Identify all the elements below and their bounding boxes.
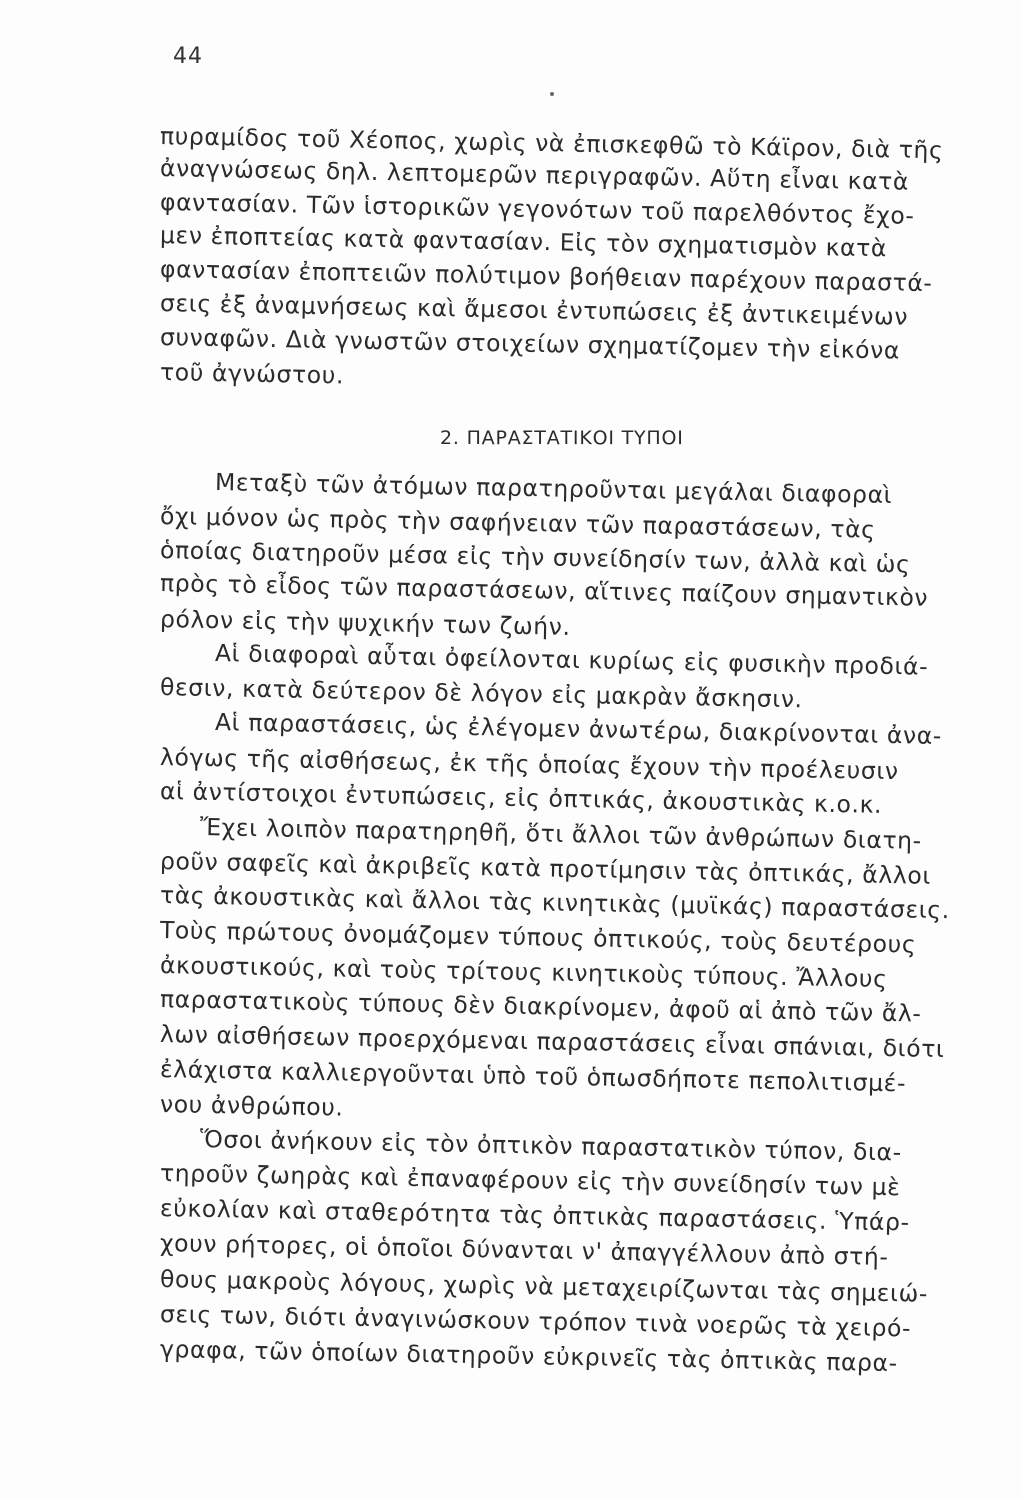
text-line: ρόλον εἰς τὴν ψυχικήν των ζωήν. [159,605,571,641]
text-line: λων αἰσθήσεων προερχόμεναι παραστάσεις εἶναι σπάνιαι, διότι [159,1020,945,1064]
text-line: φαντασίαν ἐποπτειῶν πολύτιμον βοήθειαν παρέχουν παραστά- [159,255,933,298]
text-line: Μεταξὺ τῶν ἀτόμων παρατηροῦνται μεγάλαι διαφοραὶ [214,468,893,510]
text-line: Ὅσοι ἀνήκουν εἰς τὸν ὀπτικὸν παραστατικὸν τύπον, δια- [199,1125,902,1167]
text-line: ροῦν σαφεῖς καὶ ἀκριβεῖς κατὰ προτίμησιν τὰς ὀπτικάς, ἄλλοι [159,847,932,890]
text-line: συναφῶν. Διὰ γνωστῶν στοιχείων σχηματίζομεν τὴν εἰκόνα [159,323,901,365]
text-line: Αἱ παραστάσεις, ὡς ἐλέγομεν ἀνωτέρω, διακρίνονται ἀνα- [214,708,943,750]
text-line: εὐκολίαν καὶ σταθερότητα τὰς ὀπτικὰς παραστάσεις. Ὑπάρ- [159,1194,910,1237]
text-line: σεις των, διότι ἀναγινώσκουν τρόπον τινὰ νοερῶς τὰ χειρό- [159,1300,912,1343]
text-line: τηροῦν ζωηρὰς καὶ ἐπαναφέρουν εἰς τὴν συνείδησίν των μὲ [159,1159,901,1202]
page-number: 44 [173,44,203,69]
text-line: ὄχι μόνον ὡς πρὸς τὴν σαφήνειαν τῶν παραστάσεων, τὰς [159,502,876,544]
text-line: νου ἀνθρώπου. [159,1090,344,1122]
text-line: θους μακροὺς λόγους, χωρὶς νὰ μεταχειρίζωνται τὰς σημειώ- [159,1265,929,1308]
section-heading: 2. ΠΑΡΑΣΤΑΤΙΚΟΙ ΤΥΠΟΙ [440,427,684,449]
text-line: θεσιν, κατὰ δεύτερον δὲ λόγον εἰς μακρὰν ἄσκησιν. [159,673,803,714]
text-line: σεις ἐξ ἀναμνήσεως καὶ ἄμεσοι ἐντυπώσεις ἐξ ἀντικειμένων [159,289,909,331]
text-line: Τοὺς πρώτους ὀνομάζομεν τύπους ὀπτικούς, τοὺς δευτέρους [159,916,917,959]
text-line: πυραμίδος τοῦ Χέοπος, χωρὶς νὰ ἐπισκεφθῶ τὸ Κάϊρον, διὰ τῆς [159,122,944,165]
ink-dot [550,92,554,96]
text-line: τὰς ἀκουστικὰς καὶ ἄλλοι τὰς κινητικὰς (μυϊκάς) παραστάσεις. [159,881,951,925]
text-line: Ἔχει λοιπὸν παρατηρηθῆ, ὅτι ἄλλοι τῶν ἀνθρώπων διατη- [199,813,923,855]
text-line: αἱ ἀντίστοιχοι ἐντυπώσεις, εἰς ὀπτικάς, ἀκουστικὰς κ.ο.κ. [159,777,883,819]
text-line: Αἱ διαφοραὶ αὗται ὀφείλονται κυρίως εἰς φυσικὴν προδιά- [214,639,929,681]
text-line: γραφα, τῶν ὁποίων διατηροῦν εὐκρινεῖς τὰς ὀπτικὰς παρα- [159,1335,899,1378]
text-line: φαντασίαν. Τῶν ἱστορικῶν γεγονότων τοῦ παρελθόντος ἔχο- [159,188,915,230]
text-line: ὁποίας διατηροῦν μέσα εἰς τὴν συνείδησίν των, ἀλλὰ καὶ ὡς [159,536,911,579]
text-line: ἀναγνώσεως δηλ. λεπτομερῶν περιγραφῶν. Αὕτη εἶναι κατὰ [159,154,910,196]
text-line: πρὸς τὸ εἶδος τῶν παραστάσεων, αἵτινες παίζουν σημαντικὸν [159,569,929,612]
text-line: ἐλάχιστα καλλιεργοῦνται ὑπὸ τοῦ ὁπωσδήποτε πεπολιτισμέ- [159,1055,907,1098]
text-line: χουν ρήτορες, οἱ ὁποῖοι δύνανται ν' ἀπαγγέλλουν ἀπὸ στή- [159,1229,889,1271]
text-line: ἀκουστικούς, καὶ τοὺς τρίτους κινητικοὺς τύπους. Ἄλλους [159,951,888,993]
text-line: μεν ἐποπτείας κατὰ φαντασίαν. Εἰς τὸν σχηματισμὸν κατὰ [159,221,888,263]
text-line: παραστατικοὺς τύπους δὲν διακρίνομεν, ἀφοῦ αἱ ἀπὸ τῶν ἄλ- [159,985,922,1028]
text-line: τοῦ ἀγνώστου. [159,358,345,390]
text-line: λόγως τῆς αἰσθήσεως, ἐκ τῆς ὁποίας ἔχουν τὴν προέλευσιν [159,743,899,786]
